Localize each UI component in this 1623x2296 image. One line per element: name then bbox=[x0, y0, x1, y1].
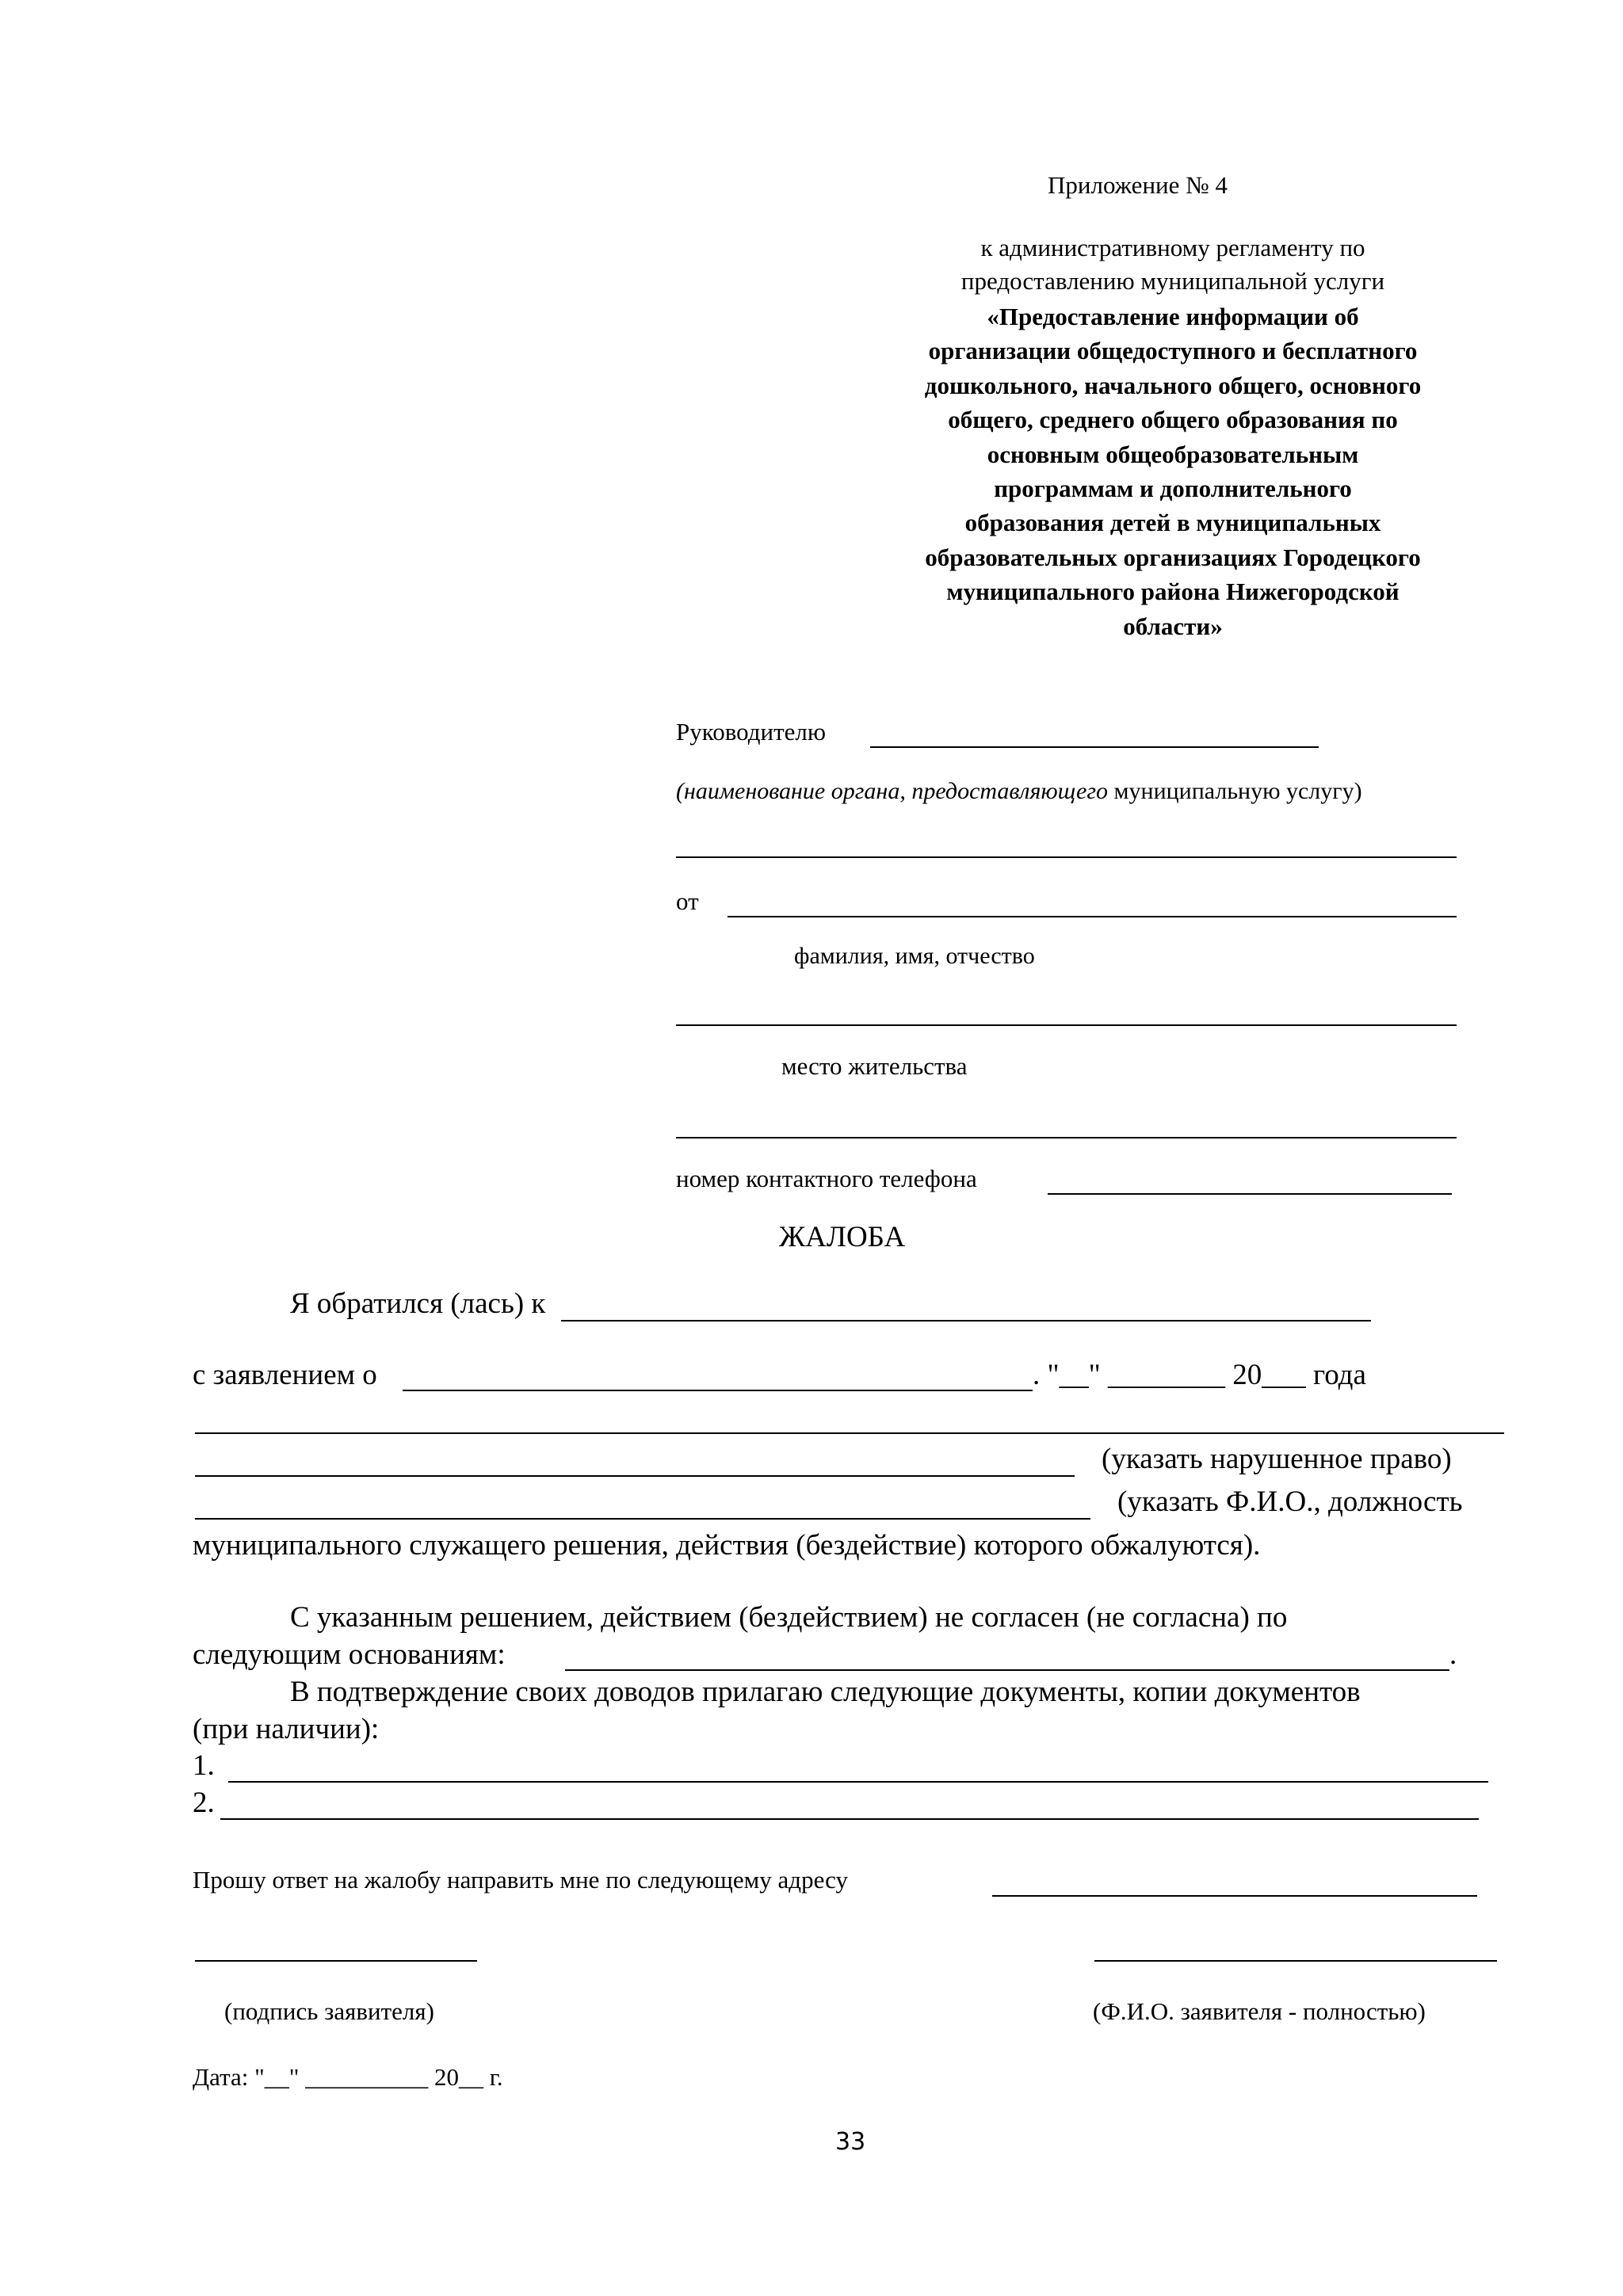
document-item-1-label: 1. bbox=[193, 1749, 215, 1782]
fio-field[interactable] bbox=[676, 1024, 1457, 1026]
service-title-line-10: области» bbox=[1123, 612, 1223, 640]
regulation-line-2: предоставлению муниципальной услуги bbox=[960, 267, 1385, 295]
service-title-line-3: дошкольного, начального общего, основного bbox=[924, 371, 1422, 399]
service-title bbox=[824, 299, 1522, 643]
applicant-name-field[interactable] bbox=[727, 916, 1457, 917]
disagree-line-2: следующим основаниям: bbox=[193, 1638, 506, 1671]
signature-field[interactable] bbox=[195, 1960, 477, 1962]
applied-to-label: Я обратился (лась) к bbox=[290, 1287, 546, 1320]
fio-caption: фамилия, имя, отчество bbox=[794, 943, 1035, 969]
official-caption-continued: муниципального служащего решения, действия (бездействие) которого обжалуются). bbox=[193, 1529, 1261, 1562]
violated-right-caption: (указать нарушенное право) bbox=[1102, 1443, 1452, 1475]
grounds-period: . bbox=[1449, 1638, 1457, 1671]
complaint-title: ЖАЛОБА bbox=[779, 1221, 906, 1253]
regulation-line-1: к административному регламенту по bbox=[980, 234, 1365, 261]
service-title-line-6: программам и дополнительного bbox=[994, 475, 1352, 503]
fullname-caption: (Ф.И.О. заявителя - полностью) bbox=[1093, 1997, 1426, 2025]
reply-address-label: Прошу ответ на жалобу направить мне по следующему адресу bbox=[193, 1866, 848, 1894]
applied-to-field[interactable] bbox=[561, 1320, 1371, 1322]
phone-label: номер контактного телефона bbox=[676, 1165, 977, 1192]
statement-date: . "__" ________ 20___ года bbox=[1033, 1359, 1366, 1391]
service-title-line-7: образования детей в муниципальных bbox=[964, 509, 1381, 537]
statement-label: с заявлением о bbox=[193, 1359, 377, 1391]
date-label: Дата: "__" __________ 20__ г. bbox=[193, 2063, 503, 2091]
signature-caption: (подпись заявителя) bbox=[224, 1997, 434, 2025]
authority-note-italic: (наименование органа, предоставляющего bbox=[676, 778, 1109, 804]
from-label: от bbox=[676, 887, 699, 915]
statement-subject-field[interactable] bbox=[403, 1390, 1033, 1391]
reply-address-field[interactable] bbox=[992, 1895, 1477, 1897]
regulation-reference bbox=[824, 231, 1522, 298]
statement-continuation-field[interactable] bbox=[195, 1432, 1504, 1434]
residence-caption: место жительства bbox=[781, 1052, 968, 1080]
documents-line-1: В подтверждение своих доводов прилагаю следующие документы, копии документов bbox=[290, 1676, 1361, 1708]
document-item-1-field[interactable] bbox=[228, 1781, 1488, 1783]
document-item-2-label: 2. bbox=[193, 1787, 215, 1819]
authority-name-field[interactable] bbox=[676, 856, 1457, 858]
service-title-line-4: общего, среднего общего образования по bbox=[948, 406, 1398, 434]
authority-note-regular: муниципальную услугу) bbox=[1108, 778, 1362, 804]
head-name-field[interactable] bbox=[870, 746, 1319, 748]
violated-right-field[interactable] bbox=[195, 1475, 1075, 1477]
disagree-line-1: С указанным решением, действием (бездействием) не согласен (не согласна) по bbox=[290, 1601, 1288, 1634]
phone-field[interactable] bbox=[1048, 1193, 1452, 1195]
page-number: 33 bbox=[835, 2128, 866, 2156]
appendix-number: Приложение № 4 bbox=[1048, 171, 1228, 199]
service-title-line-1: «Предоставление информации об bbox=[987, 303, 1359, 330]
document-item-2-field[interactable] bbox=[220, 1818, 1479, 1820]
residence-field[interactable] bbox=[676, 1137, 1457, 1138]
official-caption: (указать Ф.И.О., должность bbox=[1117, 1486, 1463, 1518]
applicant-fullname-field[interactable] bbox=[1094, 1960, 1497, 1962]
to-head-label: Руководителю bbox=[676, 718, 827, 746]
service-title-line-8: образовательных организациях Городецкого bbox=[925, 543, 1421, 571]
documents-line-2: (при наличии): bbox=[193, 1713, 380, 1745]
grounds-field[interactable] bbox=[565, 1669, 1449, 1671]
service-title-line-5: основным общеобразовательным bbox=[987, 440, 1359, 468]
service-title-line-2: организации общедоступного и бесплатного bbox=[928, 337, 1418, 365]
official-field[interactable] bbox=[195, 1518, 1090, 1520]
service-title-line-9: муниципального района Нижегородской bbox=[946, 578, 1400, 606]
authority-note bbox=[676, 778, 1362, 805]
